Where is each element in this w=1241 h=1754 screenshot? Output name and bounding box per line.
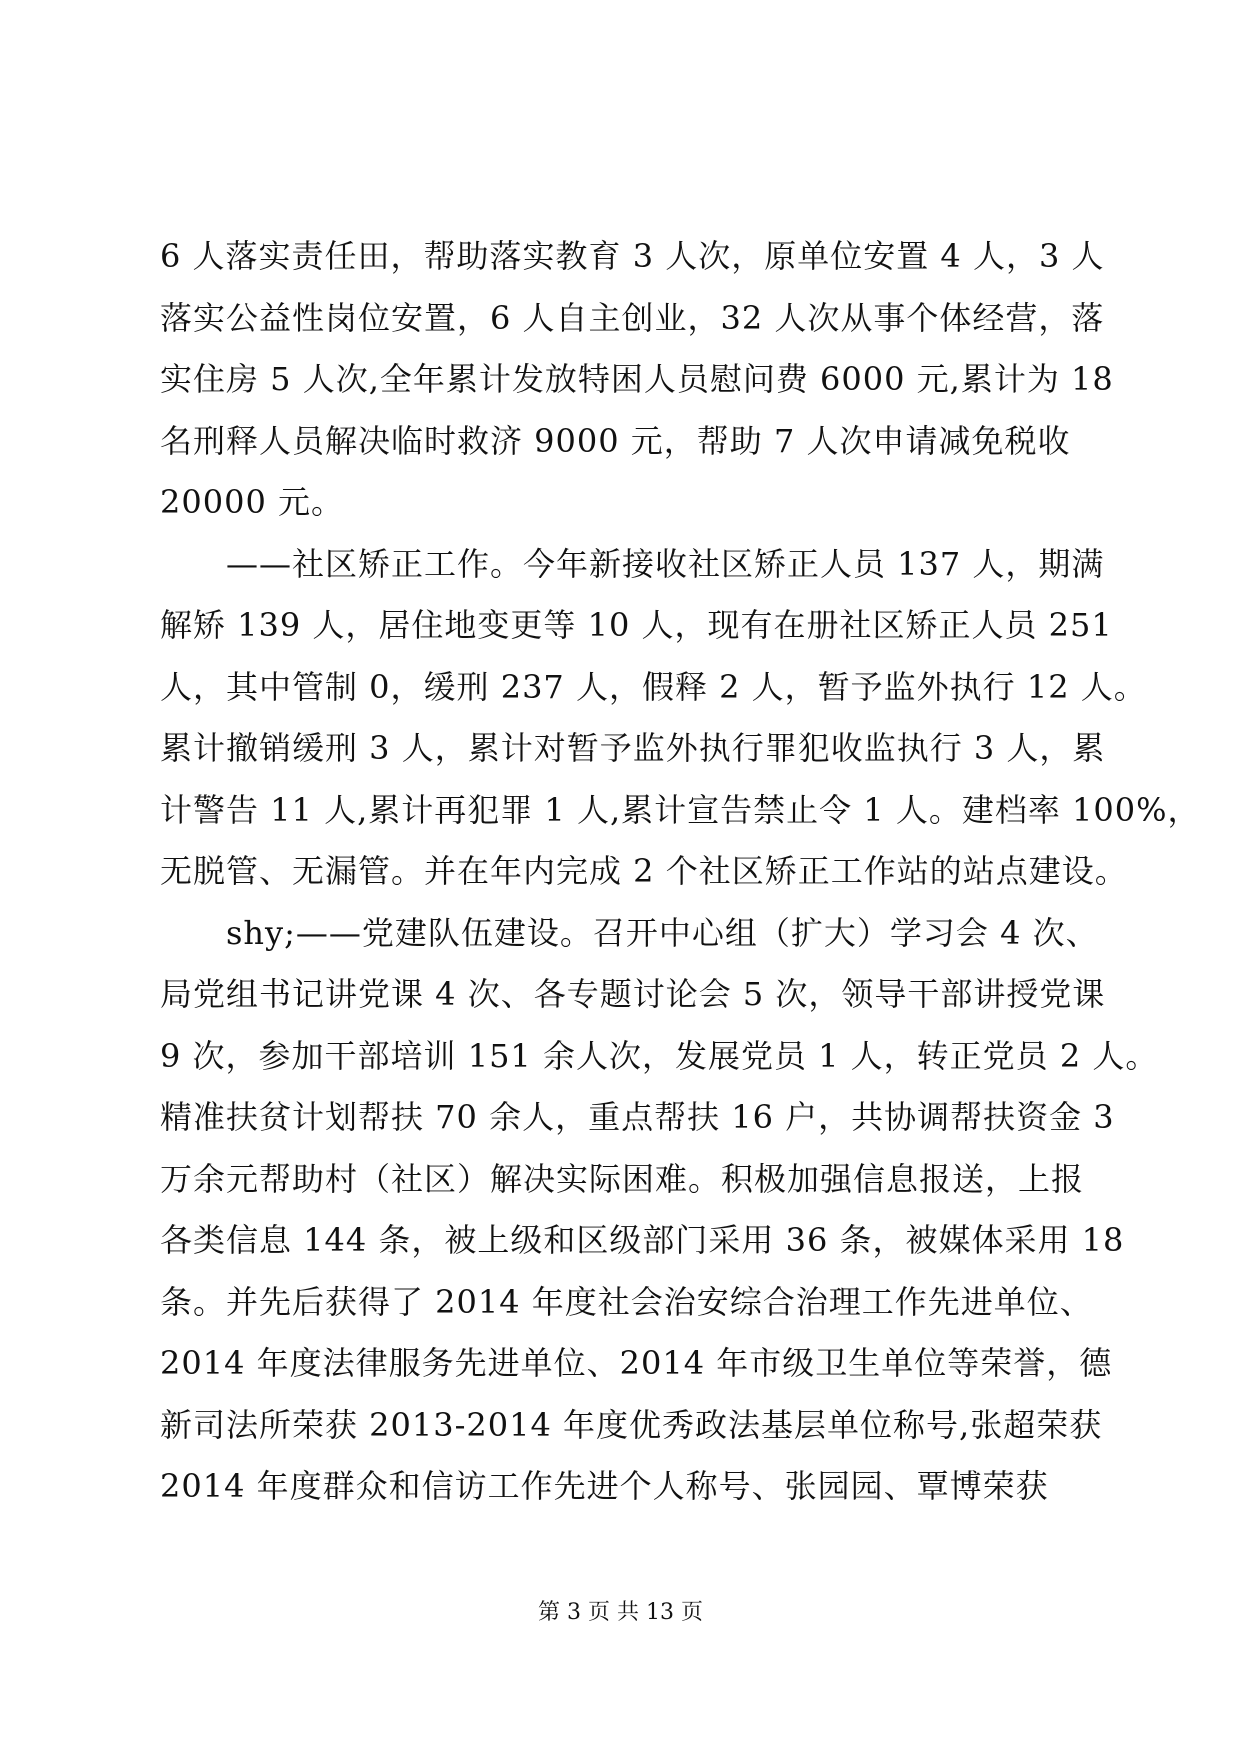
text-line: 新司法所荣获 2013-2014 年度优秀政法基层单位称号,张超荣获 (160, 1405, 1103, 1444)
text-line: 名刑释人员解决临时救济 9000 元，帮助 7 人次申请减免税收 (160, 421, 1071, 460)
text-line: 局党组书记讲党课 4 次、各专题讨论会 5 次，领导干部讲授党课 (160, 975, 1106, 1013)
text-line: 累计撤销缓刑 3 人，累计对暂予监外执行罪犯收监执行 3 人，累 (160, 729, 1106, 767)
text-line: 解矫 139 人，居住地变更等 10 人，现有在册社区矫正人员 251 (160, 606, 1113, 644)
text-line: 精准扶贫计划帮扶 70 余人，重点帮扶 16 户，共协调帮扶资金 3 (160, 1098, 1115, 1136)
text-line: 各类信息 144 条，被上级和区级部门采用 36 条，被媒体采用 18 (160, 1221, 1125, 1259)
text-line: 条。并先后获得了 2014 年度社会治安综合治理工作先进单位、 (160, 1282, 1093, 1321)
text-line: 2014 年度法律服务先进单位、2014 年市级卫生单位等荣誉，德 (160, 1344, 1113, 1382)
text-line: 实住房 5 人次,全年累计发放特困人员慰问费 6000 元,累计为 18 (160, 360, 1114, 398)
text-line: 万余元帮助村（社区）解决实际困难。积极加强信息报送，上报 (160, 1159, 1085, 1198)
text-line: 2014 年度群众和信访工作先进个人称号、张园园、覃博荣获 (160, 1467, 1049, 1505)
text-line: 人，其中管制 0，缓刑 237 人，假释 2 人，暂予监外执行 12 人。 (160, 667, 1147, 706)
text-line: 计警告 11 人,累计再犯罪 1 人,累计宣告禁止令 1 人。建档率 100%， (160, 790, 1201, 829)
text-line: 9 次，参加干部培训 151 余人次，发展党员 1 人，转正党员 2 人。 (160, 1036, 1159, 1075)
text-line: 6 人落实责任田，帮助落实教育 3 人次，原单位安置 4 人，3 人 (160, 237, 1105, 275)
document-body (160, 226, 1201, 1518)
text-line: 20000 元。 (160, 483, 344, 521)
text-line: ——社区矫正工作。今年新接收社区矫正人员 137 人，期满 (226, 544, 1105, 583)
text-line: 无脱管、无漏管。并在年内完成 2 个社区矫正工作站的站点建设。 (160, 852, 1128, 890)
text-line: 落实公益性岗位安置，6 人自主创业，32 人次从事个体经营，落 (160, 298, 1105, 337)
text-line: shy;——党建队伍建设。召开中心组（扩大）学习会 4 次、 (226, 913, 1099, 952)
page-number-footer: 第 3 页 共 13 页 (538, 1600, 703, 1625)
